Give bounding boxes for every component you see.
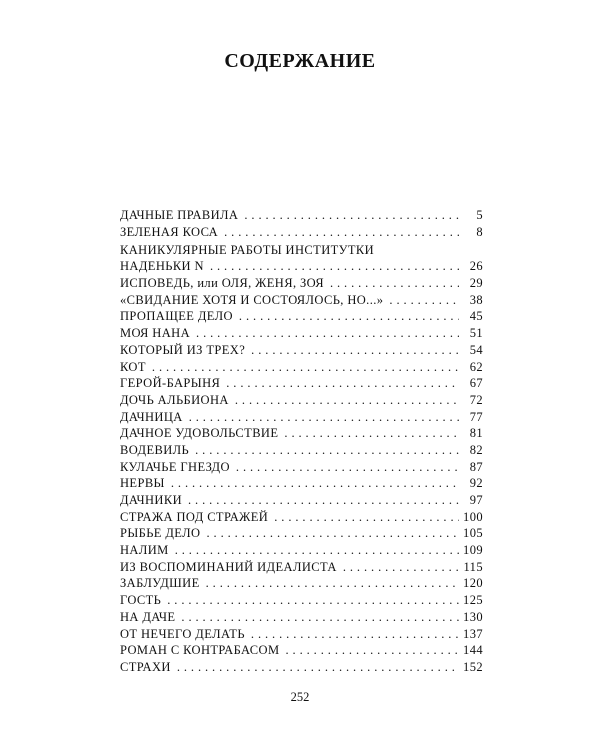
toc-entry: [120, 409, 483, 426]
toc-entry: [120, 475, 483, 492]
toc-entry: [120, 292, 483, 309]
toc-entry-page: 26: [469, 259, 483, 274]
toc-entry-page: 5: [476, 208, 483, 222]
dot-leader: [226, 375, 459, 392]
toc-entry: [120, 459, 483, 476]
toc-entry-title: СТРАЖА ПОД СТРАЖЕЙ: [120, 509, 269, 524]
toc-entry-title: СТРАХИ: [120, 659, 171, 674]
toc-entry: [120, 375, 483, 392]
toc-entry-title: ГОСТЬ: [120, 593, 162, 608]
dot-leader: [343, 559, 459, 576]
dot-leader: [206, 575, 459, 592]
toc-entry-page: 45: [469, 309, 483, 324]
toc-entry-title: ОТ НЕЧЕГО ДЕЛАТЬ: [120, 626, 245, 641]
toc-entry-page: 144: [463, 643, 483, 658]
dot-leader: [206, 525, 459, 542]
dot-leader: [284, 425, 459, 442]
dot-leader: [195, 442, 459, 459]
toc-entry: [120, 542, 483, 559]
dot-leader: [210, 258, 459, 275]
toc-entry-page: 38: [469, 292, 483, 307]
toc-entry-title: ГЕРОЙ-БАРЫНЯ: [120, 376, 221, 391]
toc-entry: [120, 224, 483, 241]
dot-leader: [177, 659, 459, 676]
dot-leader: [330, 275, 459, 292]
dot-leader: [171, 475, 459, 492]
toc-entry-page: 97: [469, 493, 483, 507]
toc-entry-page: 62: [469, 359, 483, 374]
toc-entry-last-line: [120, 258, 483, 275]
toc-entry: [120, 207, 483, 224]
toc-entry-title: «СВИДАНИЕ ХОТЯ И СОСТОЯЛОСЬ, НО...»: [120, 292, 384, 307]
toc-entry-page: 109: [463, 543, 483, 558]
page-number: 252: [290, 690, 310, 704]
toc-entry-title: ЗЕЛЕНАЯ КОСА: [120, 224, 219, 239]
dot-leader: [152, 359, 459, 376]
dot-leader: [167, 592, 459, 609]
toc-entry: [120, 342, 483, 359]
dot-leader: [236, 459, 459, 476]
dot-leader: [251, 342, 459, 359]
toc-entry-title: НА ДАЧЕ: [120, 609, 176, 624]
toc-entry: [120, 325, 483, 342]
toc-entry: [120, 525, 483, 542]
toc-entry-page: 54: [469, 342, 483, 357]
toc-entry-page: 29: [469, 276, 483, 291]
toc-entry-page: 115: [463, 559, 483, 574]
toc-entry: [120, 308, 483, 325]
toc-entry: [120, 392, 483, 409]
toc-entry-page: 100: [463, 509, 483, 524]
toc-entry-page: 105: [463, 526, 483, 541]
toc-entry-title: РЫБЬЕ ДЕЛО: [120, 526, 201, 541]
toc-entry-title: КОТ: [120, 359, 146, 374]
toc-entry: [120, 275, 483, 292]
dot-leader: [389, 292, 459, 309]
dot-leader: [235, 392, 459, 409]
toc-entry-title: КОТОРЫЙ ИЗ ТРЕХ?: [120, 342, 246, 357]
toc-entry: [120, 425, 483, 442]
dot-leader: [175, 542, 459, 559]
toc-entry: [120, 509, 483, 526]
toc-entry: [120, 609, 483, 626]
toc-entry-title: ИЗ ВОСПОМИНАНИЙ ИДЕАЛИСТА: [120, 559, 337, 574]
toc-entry: [120, 243, 483, 275]
toc-entry-page: 152: [463, 659, 483, 674]
toc-entry: [120, 359, 483, 376]
dot-leader: [188, 492, 459, 509]
toc-entry-title: ПРОПАЩЕЕ ДЕЛО: [120, 309, 233, 324]
toc-entry-page: 51: [469, 326, 483, 341]
toc-entry: [120, 492, 483, 509]
toc-entry: [120, 442, 483, 459]
toc-entry-page: 130: [463, 609, 483, 624]
toc-entry-title: РОМАН С КОНТРАБАСОМ: [120, 643, 280, 658]
dot-leader: [239, 308, 459, 325]
toc-entry-title: ДАЧНИКИ: [120, 493, 182, 507]
toc-entry-title: ВОДЕВИЛЬ: [120, 442, 190, 457]
toc-entry: [120, 642, 483, 659]
toc-entry: [120, 575, 483, 592]
dot-leader: [274, 509, 459, 526]
toc-entry-page: 8: [476, 224, 483, 239]
toc-entry-title: НЕРВЫ: [120, 476, 165, 491]
toc-entry-page: 67: [469, 376, 483, 391]
toc-entry-page: 87: [469, 459, 483, 474]
dot-leader: [251, 626, 459, 643]
toc-entry: [120, 559, 483, 576]
toc-entry-title: ЗАБЛУДШИЕ: [120, 576, 200, 591]
toc-entry-title: ДАЧНОЕ УДОВОЛЬСТВИЕ: [120, 426, 279, 441]
dot-leader: [224, 224, 459, 241]
toc-entry-page: 120: [463, 576, 483, 591]
toc-entry: [120, 659, 483, 676]
toc-entry-title: МОЯ НАНА: [120, 326, 191, 341]
toc-entry-title: ИСПОВЕДЬ, или ОЛЯ, ЖЕНЯ, ЗОЯ: [120, 276, 324, 291]
toc-entry-title: ДОЧЬ АЛЬБИОНА: [120, 392, 229, 407]
toc-entry: [120, 592, 483, 609]
toc-entry-page: 82: [469, 442, 483, 457]
page-title: СОДЕРЖАНИЕ: [224, 50, 376, 72]
toc-entry-page: 92: [469, 476, 483, 491]
toc-entry-page: 137: [463, 626, 483, 641]
toc-entry-page: 77: [469, 409, 483, 424]
toc-entry-title: ДАЧНЫЕ ПРАВИЛА: [120, 208, 239, 222]
dot-leader: [189, 409, 459, 426]
toc-entry-title-line1: КАНИКУЛЯРНЫЕ РАБОТЫ ИНСТИТУТКИ: [120, 243, 375, 258]
dot-leader: [181, 609, 459, 626]
toc-entry-title: НАДЕНЬКИ N: [120, 259, 204, 274]
toc-entry-page: 72: [469, 392, 483, 407]
toc-entry-page: 125: [463, 593, 483, 608]
toc-entry-title: КУЛАЧЬЕ ГНЕЗДО: [120, 459, 230, 474]
dot-leader: [285, 642, 459, 659]
toc-entry-title: ДАЧНИЦА: [120, 409, 183, 424]
toc-entry-title: НАЛИМ: [120, 543, 169, 558]
table-of-contents: [120, 207, 483, 676]
toc-entry-page: 81: [469, 426, 483, 441]
toc-entry: [120, 626, 483, 643]
dot-leader: [244, 207, 459, 224]
dot-leader: [196, 325, 459, 342]
